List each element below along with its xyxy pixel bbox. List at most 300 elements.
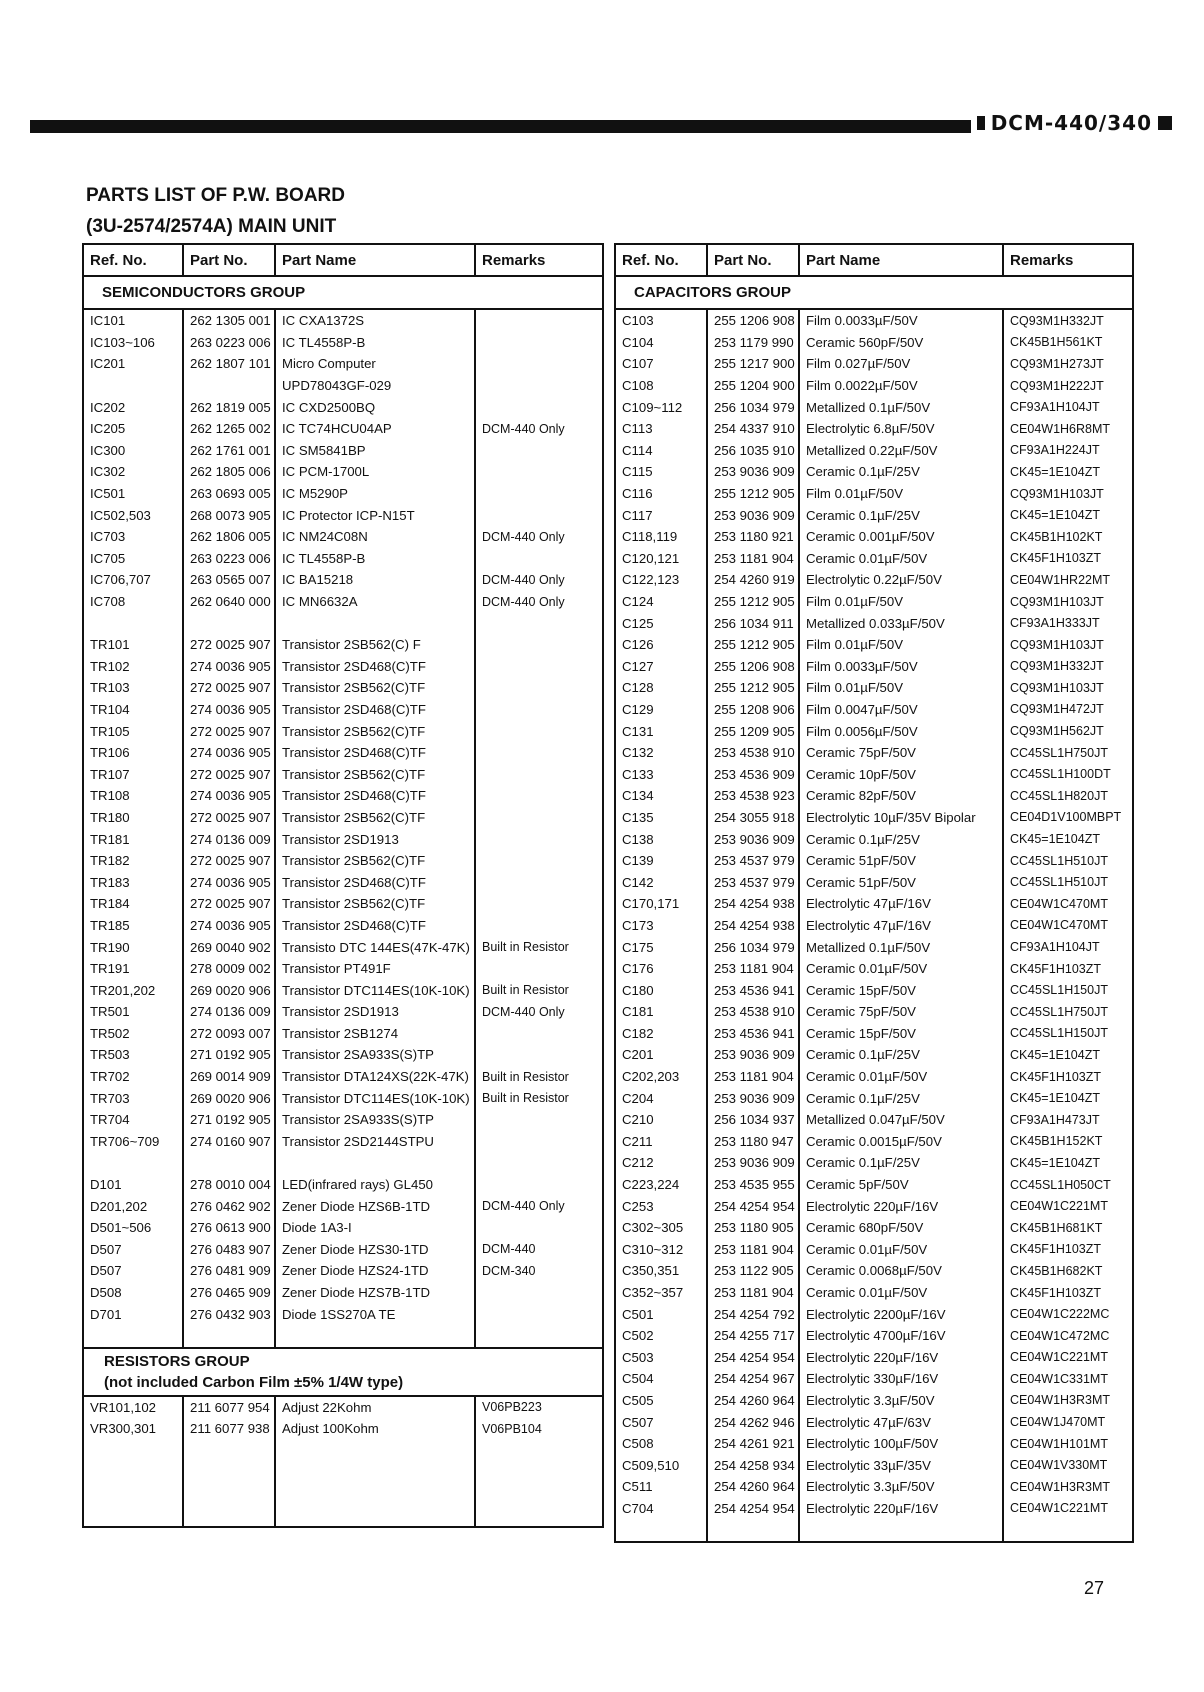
part-no: 253 4538 910 [707, 1001, 799, 1023]
part-name: Electrolytic 47µF/16V [799, 893, 1003, 915]
remarks: CQ93M1H273JT [1003, 353, 1133, 375]
table-row [615, 1174, 1133, 1196]
ref-no: C133 [615, 763, 707, 785]
part-name: Ceramic 560pF/50V [799, 332, 1003, 354]
remarks [475, 807, 603, 829]
remarks: CK45F1H103ZT [1003, 1282, 1133, 1304]
remarks: CQ93M1H103JT [1003, 677, 1133, 699]
table-row [83, 1418, 603, 1440]
table-row [615, 1498, 1133, 1520]
table-row [83, 591, 603, 613]
table-row [615, 1303, 1133, 1325]
part-no: 272 0025 907 [183, 634, 275, 656]
part-name: Metallized 0.033µF/50V [799, 612, 1003, 634]
part-no: 254 4254 792 [707, 1303, 799, 1325]
remarks: CE04W1C222MC [1003, 1303, 1133, 1325]
table-row [615, 1152, 1133, 1174]
remarks: CE04W1C470MT [1003, 893, 1133, 915]
table-row [615, 1282, 1133, 1304]
part-name: Ceramic 0.01µF/50V [799, 1282, 1003, 1304]
part-name: Film 0.0033µF/50V [799, 656, 1003, 678]
ref-no: C180 [615, 979, 707, 1001]
blank-cell [183, 1440, 275, 1462]
part-name: Transistor 2SB562(C)TF [275, 720, 475, 742]
table-row [615, 1239, 1133, 1261]
part-name: IC Protector ICP-N15T [275, 504, 475, 526]
ref-no: C211 [615, 1131, 707, 1153]
ref-no: C116 [615, 483, 707, 505]
ref-no: C132 [615, 742, 707, 764]
blank-cell [275, 1440, 475, 1462]
col-name: Part Name [799, 244, 1003, 276]
part-name: IC M5290P [275, 483, 475, 505]
remarks: DCM-440 Only [475, 569, 603, 591]
page-number: 27 [1084, 1578, 1105, 1598]
part-no: 269 0020 906 [183, 1087, 275, 1109]
blank-cell [183, 1461, 275, 1483]
part-name: Zener Diode HZS7B-1TD [275, 1282, 475, 1304]
part-no: 263 0693 005 [183, 483, 275, 505]
blank-cell [275, 1504, 475, 1527]
ref-no: C507 [615, 1411, 707, 1433]
remarks: CE04W1V330MT [1003, 1454, 1133, 1476]
part-name: Transistor 2SD468(C)TF [275, 742, 475, 764]
remarks: CF93A1H104JT [1003, 396, 1133, 418]
part-no: 254 4254 938 [707, 893, 799, 915]
ref-no: IC103~106 [83, 332, 183, 354]
ref-no: C508 [615, 1433, 707, 1455]
part-no: 255 1212 905 [707, 677, 799, 699]
table-row [83, 1195, 603, 1217]
table-row [83, 1044, 603, 1066]
col-ref: Ref. No. [83, 244, 183, 276]
remarks: CC45SL1H150JT [1003, 1023, 1133, 1045]
table-row [615, 504, 1133, 526]
part-no: 253 9036 909 [707, 1087, 799, 1109]
part-no: 254 4258 934 [707, 1454, 799, 1476]
part-no: 254 4254 938 [707, 915, 799, 937]
blank-cell [275, 1483, 475, 1505]
ref-no: C212 [615, 1152, 707, 1174]
part-no: 253 4538 923 [707, 785, 799, 807]
ref-no: C175 [615, 936, 707, 958]
ref-no: D507 [83, 1260, 183, 1282]
part-no: 253 4537 979 [707, 850, 799, 872]
remarks [475, 396, 603, 418]
part-name: Film 0.0033µF/50V [799, 309, 1003, 332]
remarks: CE04W1C221MT [1003, 1498, 1133, 1520]
part-name: Transistor DTC114ES(10K-10K) [275, 979, 475, 1001]
part-name: Ceramic 0.01µF/50V [799, 958, 1003, 980]
part-name: Electrolytic 330µF/16V [799, 1368, 1003, 1390]
ref-no: C502 [615, 1325, 707, 1347]
remarks [475, 720, 603, 742]
table-row [615, 850, 1133, 872]
ref-no: C210 [615, 1109, 707, 1131]
part-name: Electrolytic 3.3µF/50V [799, 1476, 1003, 1498]
table-row [83, 1087, 603, 1109]
part-no: 253 1181 904 [707, 1282, 799, 1304]
group-header-row [615, 276, 1133, 309]
part-name: Micro Computer [275, 353, 475, 375]
part-name: Transistor 2SB562(C) F [275, 634, 475, 656]
remarks: CE04D1V100MBPT [1003, 807, 1133, 829]
remarks [475, 353, 603, 375]
remarks: CK45B1H102KT [1003, 526, 1133, 548]
remarks [475, 893, 603, 915]
remarks: DCM-440 [475, 1239, 603, 1261]
part-name: Transistor 2SD2144STPU [275, 1131, 475, 1153]
remarks: DCM-340 [475, 1260, 603, 1282]
col-remarks: Remarks [475, 244, 603, 276]
part-no: 253 4535 955 [707, 1174, 799, 1196]
table-row [615, 871, 1133, 893]
ref-no: IC201 [83, 353, 183, 375]
part-name: Electrolytic 10µF/35V Bipolar [799, 807, 1003, 829]
table-row [83, 828, 603, 850]
remarks: DCM-440 Only [475, 1001, 603, 1023]
ref-no: C176 [615, 958, 707, 980]
part-name: Electrolytic 100µF/50V [799, 1433, 1003, 1455]
part-no: 262 1265 002 [183, 418, 275, 440]
part-name: Transistor PT491F [275, 958, 475, 980]
part-no: 254 4254 954 [707, 1498, 799, 1520]
remarks: CC45SL1H820JT [1003, 785, 1133, 807]
remarks [475, 1109, 603, 1131]
part-name: Film 0.01µF/50V [799, 677, 1003, 699]
ref-no: TR703 [83, 1087, 183, 1109]
capacitors-group-label: CAPACITORS GROUP [615, 276, 1133, 309]
table-row [615, 936, 1133, 958]
part-name: Metallized 0.1µF/50V [799, 936, 1003, 958]
part-name: Electrolytic 220µF/16V [799, 1195, 1003, 1217]
ref-no: TR180 [83, 807, 183, 829]
part-name: Film 0.0022µF/50V [799, 375, 1003, 397]
blank-cell [475, 1483, 603, 1505]
ref-no: C253 [615, 1195, 707, 1217]
part-name: Electrolytic 0.22µF/50V [799, 569, 1003, 591]
part-no: 254 4260 964 [707, 1390, 799, 1412]
part-no: 269 0014 909 [183, 1066, 275, 1088]
blank-cell [475, 1440, 603, 1462]
table-row [615, 699, 1133, 721]
table-row [615, 1131, 1133, 1153]
table-row [83, 958, 603, 980]
table-row [615, 526, 1133, 548]
part-no: 262 1761 001 [183, 440, 275, 462]
remarks [475, 504, 603, 526]
ref-no: VR101,102 [83, 1396, 183, 1419]
part-no: 253 9036 909 [707, 828, 799, 850]
remarks: CE04W1C331MT [1003, 1368, 1133, 1390]
remarks [475, 656, 603, 678]
ref-no: C128 [615, 677, 707, 699]
part-no: 254 4254 967 [707, 1368, 799, 1390]
remarks: CQ93M1H222JT [1003, 375, 1133, 397]
ref-no: C182 [615, 1023, 707, 1045]
table-row [83, 720, 603, 742]
remarks [475, 763, 603, 785]
ref-no: C138 [615, 828, 707, 850]
part-name: Zener Diode HZS24-1TD [275, 1260, 475, 1282]
part-no: 253 1179 990 [707, 332, 799, 354]
part-name: Transistor 2SB562(C)TF [275, 893, 475, 915]
part-name: Ceramic 0.1µF/25V [799, 828, 1003, 850]
part-name: Transistor 2SD1913 [275, 828, 475, 850]
ref-no: D701 [83, 1303, 183, 1325]
part-name: LED(infrared rays) GL450 [275, 1174, 475, 1196]
remarks: Built in Resistor [475, 979, 603, 1001]
ref-no: C126 [615, 634, 707, 656]
ref-no: C310~312 [615, 1239, 707, 1261]
remarks [475, 677, 603, 699]
part-name: IC TL4558P-B [275, 548, 475, 570]
ref-no: TR706~709 [83, 1131, 183, 1153]
part-name: Ceramic 0.1µF/25V [799, 504, 1003, 526]
model-label [971, 111, 1178, 135]
remarks: CK45F1H103ZT [1003, 548, 1133, 570]
semiconductors-resistors-table [82, 243, 604, 1528]
part-no: 255 1206 908 [707, 656, 799, 678]
remarks: DCM-440 Only [475, 591, 603, 613]
blank-cell [183, 1325, 275, 1348]
ref-no: C109~112 [615, 396, 707, 418]
ref-no: C504 [615, 1368, 707, 1390]
remarks: CK45B1H561KT [1003, 332, 1133, 354]
part-no: 254 4337 910 [707, 418, 799, 440]
remarks: CK45=1E104ZT [1003, 1044, 1133, 1066]
blank-cell [183, 1504, 275, 1527]
remarks: CK45F1H103ZT [1003, 958, 1133, 980]
table-row [615, 807, 1133, 829]
ref-no: VR300,301 [83, 1418, 183, 1440]
part-name: Transistor 2SB562(C)TF [275, 677, 475, 699]
table-row [615, 375, 1133, 397]
table-row [83, 1109, 603, 1131]
table-row [615, 1325, 1133, 1347]
part-name: Electrolytic 33µF/35V [799, 1454, 1003, 1476]
part-no: 254 4260 919 [707, 569, 799, 591]
remarks [475, 332, 603, 354]
table-row [615, 353, 1133, 375]
blank-cell [83, 1325, 183, 1348]
ref-no: TR704 [83, 1109, 183, 1131]
ref-no: TR702 [83, 1066, 183, 1088]
remarks [475, 634, 603, 656]
remarks: CF93A1H333JT [1003, 612, 1133, 634]
part-no: 276 0481 909 [183, 1260, 275, 1282]
part-name: IC PCM-1700L [275, 461, 475, 483]
ref-no: C131 [615, 720, 707, 742]
part-name: Transisto DTC 144ES(47K-47K) [275, 936, 475, 958]
part-no: 274 0036 905 [183, 785, 275, 807]
remarks: CQ93M1H103JT [1003, 483, 1133, 505]
ref-no: C511 [615, 1476, 707, 1498]
part-name: Transistor DTC114ES(10K-10K) [275, 1087, 475, 1109]
table-row [615, 1023, 1133, 1045]
part-name: Ceramic 51pF/50V [799, 871, 1003, 893]
remarks [475, 440, 603, 462]
table-row [83, 1023, 603, 1045]
blank-cell [183, 1483, 275, 1505]
table-row [83, 569, 603, 591]
ref-no: TR101 [83, 634, 183, 656]
ref-no: D201,202 [83, 1195, 183, 1217]
blank-cell [475, 1325, 603, 1348]
ref-no: IC202 [83, 396, 183, 418]
remarks [475, 375, 603, 397]
part-name: Metallized 0.1µF/50V [799, 396, 1003, 418]
table-row [615, 1044, 1133, 1066]
part-name: IC TL4558P-B [275, 332, 475, 354]
table-row [615, 418, 1133, 440]
remarks: CQ93M1H562JT [1003, 720, 1133, 742]
remarks [475, 742, 603, 764]
part-no: 255 1212 905 [707, 483, 799, 505]
part-no: 211 6077 954 [183, 1396, 275, 1419]
table-row [83, 548, 603, 570]
ref-no: C103 [615, 309, 707, 332]
part-no: 269 0040 902 [183, 936, 275, 958]
ref-no: C509,510 [615, 1454, 707, 1476]
part-no: 269 0020 906 [183, 979, 275, 1001]
ref-no: C170,171 [615, 893, 707, 915]
part-no [183, 612, 275, 634]
table-row [83, 742, 603, 764]
ref-no: C352~357 [615, 1282, 707, 1304]
table-row [615, 958, 1133, 980]
table-row [615, 1195, 1133, 1217]
part-no: 274 0160 907 [183, 1131, 275, 1153]
table-row [83, 1131, 603, 1153]
part-no: 262 1807 101 [183, 353, 275, 375]
part-no: 255 1212 905 [707, 634, 799, 656]
part-name: Electrolytic 47µF/63V [799, 1411, 1003, 1433]
part-no: 255 1204 900 [707, 375, 799, 397]
table-row [83, 1239, 603, 1261]
part-no: 255 1206 908 [707, 309, 799, 332]
remarks: CK45=1E104ZT [1003, 828, 1133, 850]
part-name: IC CXA1372S [275, 309, 475, 332]
part-name: Transistor 2SD468(C)TF [275, 785, 475, 807]
part-no: 255 1217 900 [707, 353, 799, 375]
remarks: CE04W1C221MT [1003, 1347, 1133, 1369]
blank-cell [83, 1461, 183, 1483]
part-no: 253 1180 947 [707, 1131, 799, 1153]
ref-no: IC703 [83, 526, 183, 548]
table-row [83, 871, 603, 893]
part-no: 255 1208 906 [707, 699, 799, 721]
table-row [615, 720, 1133, 742]
part-no [183, 1152, 275, 1174]
remarks [475, 612, 603, 634]
table-row [83, 1217, 603, 1239]
remarks: CQ93M1H332JT [1003, 309, 1133, 332]
blank-cell [83, 1440, 183, 1462]
ref-no: C114 [615, 440, 707, 462]
part-name: Ceramic 75pF/50V [799, 742, 1003, 764]
blank-row [83, 1483, 603, 1505]
capacitors-table [614, 243, 1134, 1543]
part-no: 278 0010 004 [183, 1174, 275, 1196]
table-row [615, 1347, 1133, 1369]
table-row [83, 504, 603, 526]
part-name: IC TC74HCU04AP [275, 418, 475, 440]
table-row [83, 1282, 603, 1304]
ref-no: C124 [615, 591, 707, 613]
ref-no: C202,203 [615, 1066, 707, 1088]
remarks: CE04W1H3R3MT [1003, 1476, 1133, 1498]
part-name: Metallized 0.22µF/50V [799, 440, 1003, 462]
blank-cell [1003, 1519, 1133, 1542]
remarks [475, 1282, 603, 1304]
ref-no: C501 [615, 1303, 707, 1325]
table-row [615, 1217, 1133, 1239]
remarks: CK45F1H103ZT [1003, 1239, 1133, 1261]
blank-cell [799, 1519, 1003, 1542]
table-row [615, 548, 1133, 570]
table-row [83, 915, 603, 937]
remarks [475, 548, 603, 570]
blank-cell [83, 1483, 183, 1505]
part-name: Electrolytic 220µF/16V [799, 1498, 1003, 1520]
group-header-row [83, 276, 603, 309]
part-name: IC MN6632A [275, 591, 475, 613]
table-row [83, 332, 603, 354]
table-row [615, 1411, 1133, 1433]
ref-no: TR185 [83, 915, 183, 937]
part-no: 211 6077 938 [183, 1418, 275, 1440]
part-no: 272 0025 907 [183, 850, 275, 872]
part-no: 274 0036 905 [183, 871, 275, 893]
ref-no: TR104 [83, 699, 183, 721]
part-name: Ceramic 0.01µF/50V [799, 548, 1003, 570]
remarks: CE04W1J470MT [1003, 1411, 1133, 1433]
table-row [615, 1454, 1133, 1476]
title-line-2: (3U-2574/2574A) MAIN UNIT [86, 216, 337, 237]
part-name: Transistor 2SD468(C)TF [275, 915, 475, 937]
part-no: 274 0136 009 [183, 1001, 275, 1023]
part-no: 256 1034 911 [707, 612, 799, 634]
remarks [475, 309, 603, 332]
ref-no: IC705 [83, 548, 183, 570]
remarks: CF93A1H224JT [1003, 440, 1133, 462]
part-no: 253 1180 921 [707, 526, 799, 548]
remarks [475, 828, 603, 850]
remarks: CQ93M1H472JT [1003, 699, 1133, 721]
part-name: Transistor 2SB562(C)TF [275, 763, 475, 785]
table-row [615, 893, 1133, 915]
remarks: CE04W1HR22MT [1003, 569, 1133, 591]
part-no: 254 3055 918 [707, 807, 799, 829]
part-no: 262 1305 001 [183, 309, 275, 332]
part-name: Zener Diode HZS30-1TD [275, 1239, 475, 1261]
ref-no: C113 [615, 418, 707, 440]
part-no: 276 0465 909 [183, 1282, 275, 1304]
part-name: Electrolytic 2200µF/16V [799, 1303, 1003, 1325]
remarks: Built in Resistor [475, 1087, 603, 1109]
part-no: 254 4260 964 [707, 1476, 799, 1498]
remarks: CC45SL1H510JT [1003, 850, 1133, 872]
part-name: Ceramic 0.1µF/25V [799, 1087, 1003, 1109]
ref-no: TR107 [83, 763, 183, 785]
part-name: Ceramic 15pF/50V [799, 979, 1003, 1001]
part-no: 253 4536 909 [707, 763, 799, 785]
part-name: Film 0.01µF/50V [799, 483, 1003, 505]
table-row [615, 677, 1133, 699]
part-name: Electrolytic 4700µF/16V [799, 1325, 1003, 1347]
ref-no: TR201,202 [83, 979, 183, 1001]
